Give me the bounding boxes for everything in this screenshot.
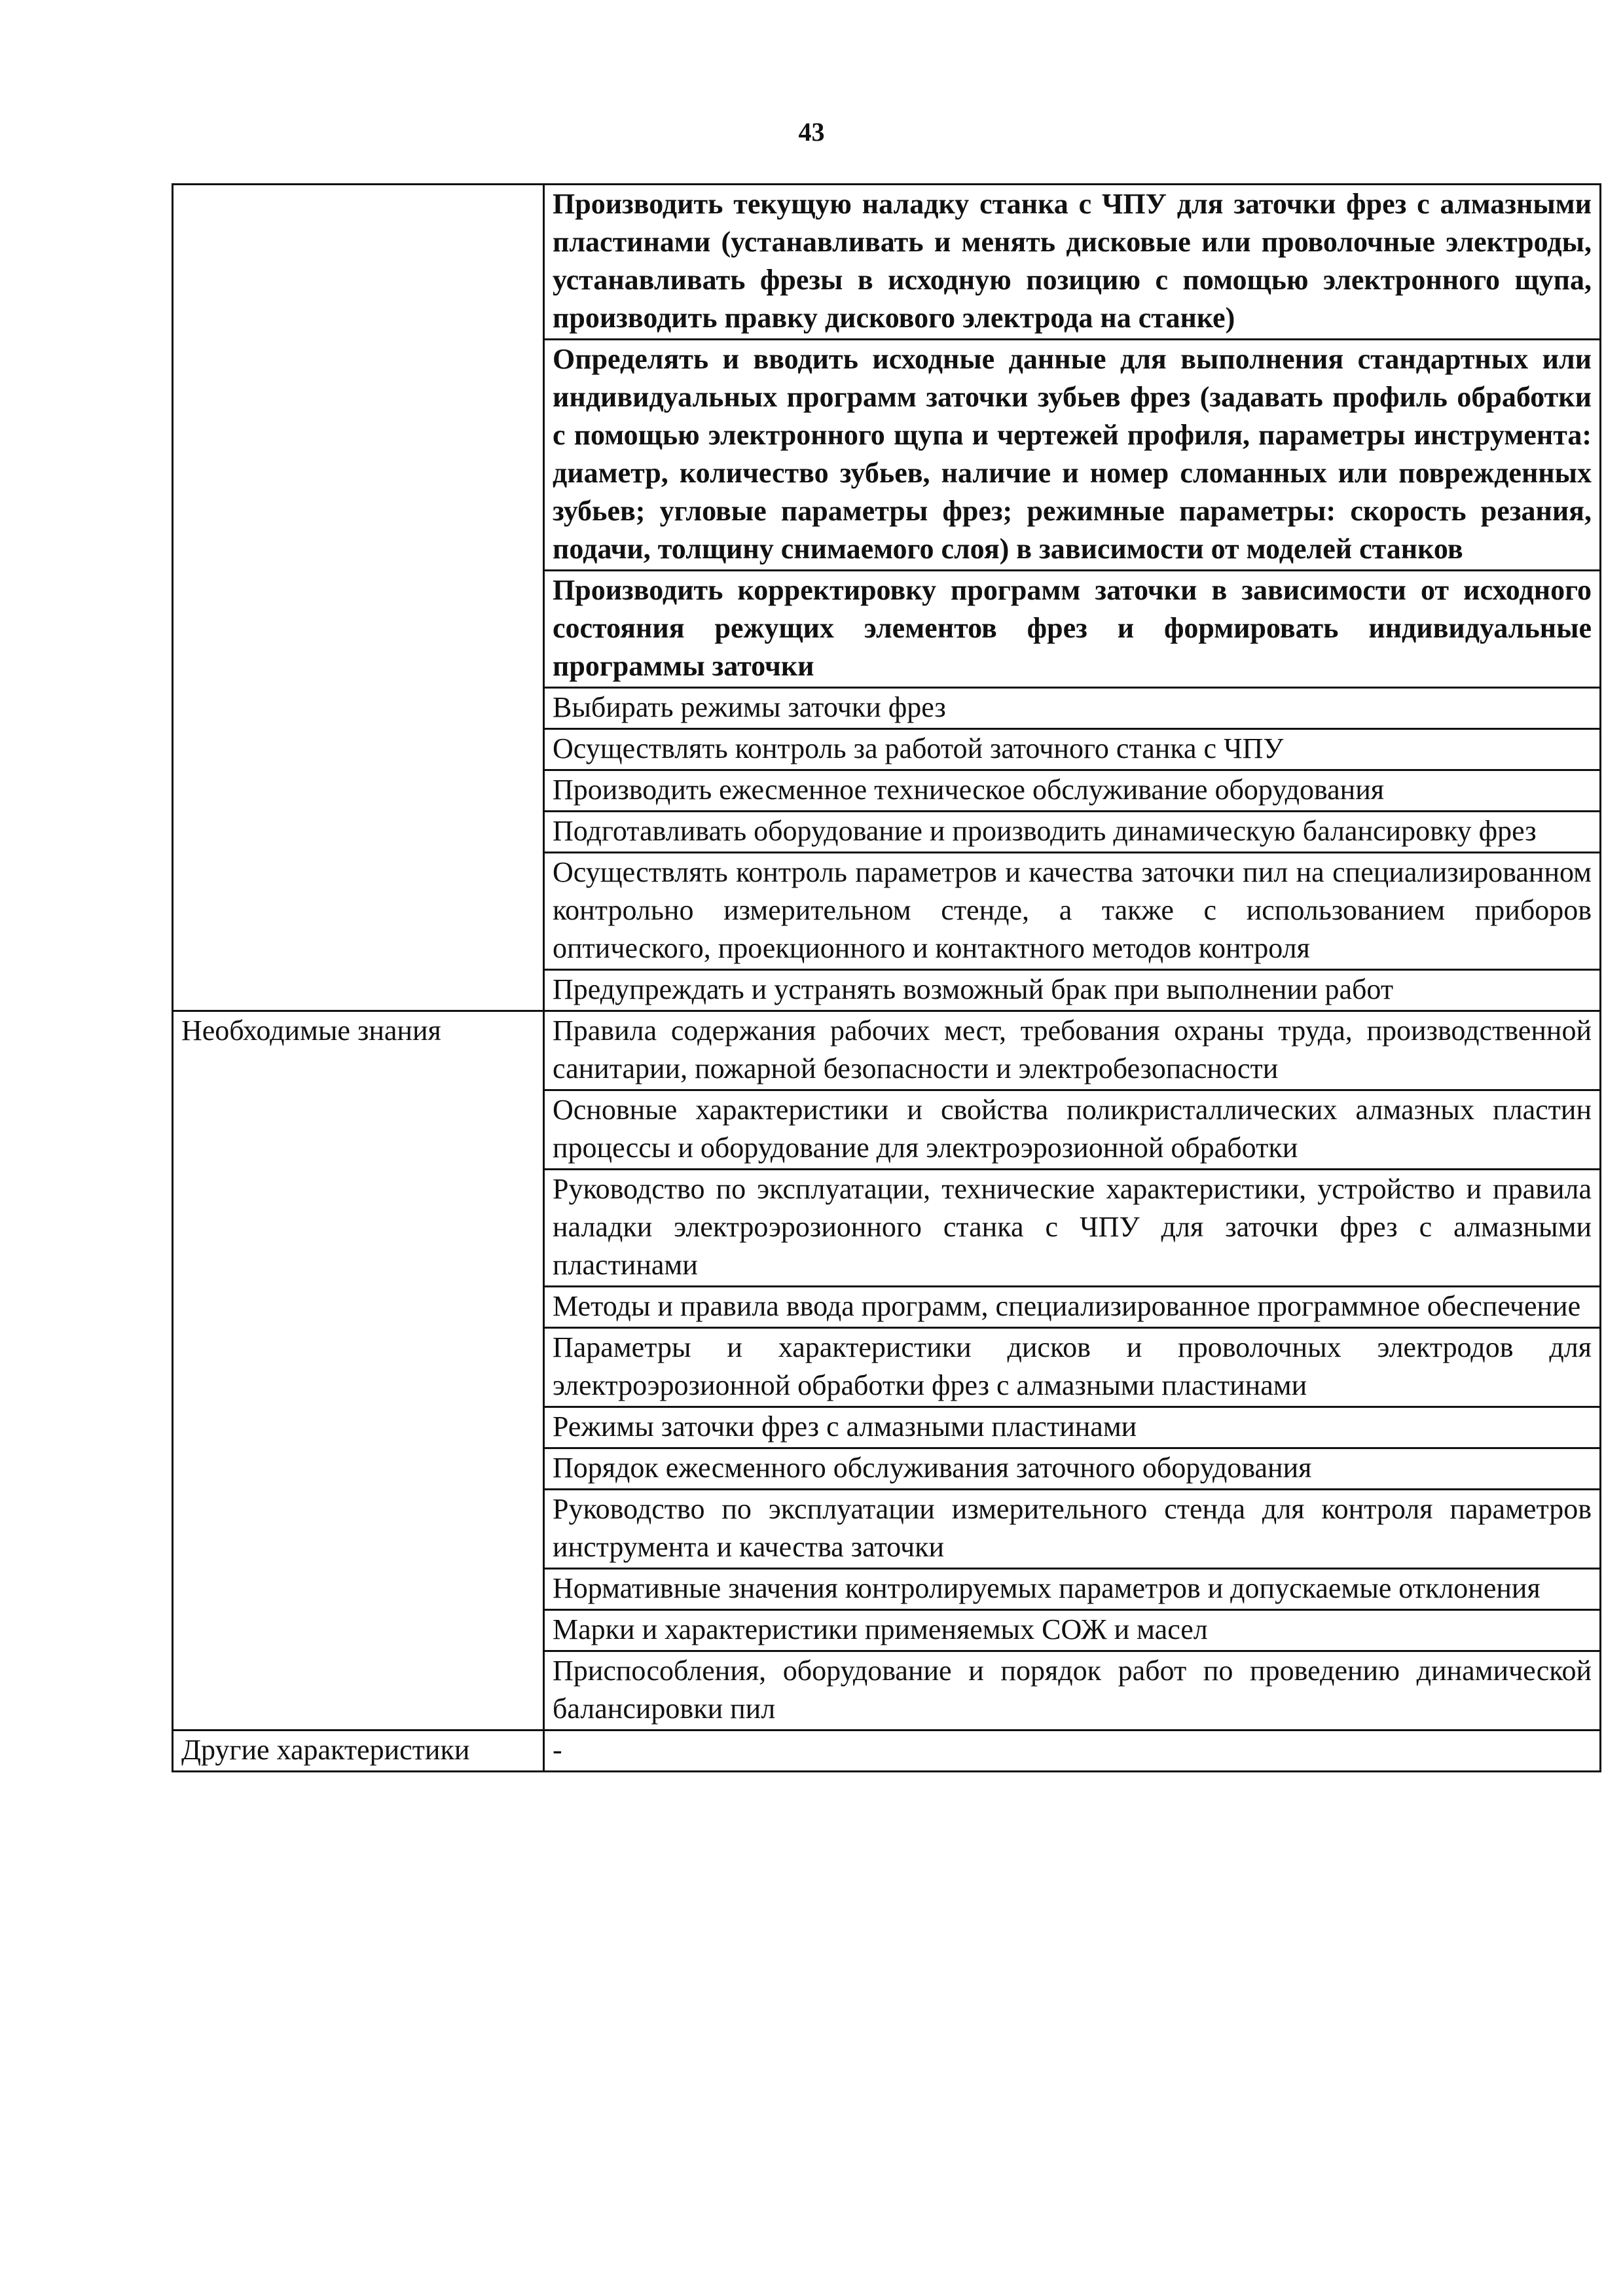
- requirement-item: Марки и характеристики применяемых СОЖ и масел: [544, 1610, 1601, 1651]
- requirements-table: [172, 183, 1601, 1772]
- requirement-item: Осуществлять контроль за работой заточного станка с ЧПУ: [544, 729, 1601, 770]
- page-number: 43: [798, 117, 825, 147]
- requirement-item: Производить ежесменное техническое обслуживание оборудования: [544, 770, 1601, 812]
- requirement-item: Нормативные значения контролируемых параметров и допускаемые отклонения: [544, 1569, 1601, 1610]
- requirement-item: Определять и вводить исходные данные для выполнения стандартных или индивидуальных программ заточки зубьев фрез (задавать профиль обработки с помощью электронного щупа и чертежей профиля, параметры инструмента: диаметр, количество зубьев, наличие и номер сломанных или поврежденных зубьев; угловые параметры фрез; режимные параметры: скорость резания, подачи, толщину снимаемого слоя) в зависимости от моделей станков: [544, 340, 1601, 571]
- requirement-item: Осуществлять контроль параметров и качества заточки пил на специализированном контрольно измерительном стенде, а также с использованием приборов оптического, проекционного и контактного методов контроля: [544, 853, 1601, 970]
- requirement-item: Выбирать режимы заточки фрез: [544, 688, 1601, 729]
- requirement-item: Руководство по эксплуатации, технические характеристики, устройство и правила наладки электроэрозионного станка с ЧПУ для заточки фрез с алмазными пластинами: [544, 1170, 1601, 1287]
- requirement-item: Методы и правила ввода программ, специализированное программное обеспечение: [544, 1287, 1601, 1328]
- section-label: [173, 185, 544, 1011]
- requirement-item: Параметры и характеристики дисков и проволочных электродов для электроэрозионной обработки фрез с алмазными пластинами: [544, 1328, 1601, 1407]
- section-label: Другие характеристики: [173, 1731, 544, 1772]
- requirement-item: Основные характеристики и свойства поликристаллических алмазных пластин процессы и оборудование для электроэрозионной обработки: [544, 1090, 1601, 1170]
- requirement-item: Режимы заточки фрез с алмазными пластинами: [544, 1407, 1601, 1448]
- requirement-item: Руководство по эксплуатации измерительного стенда для контроля параметров инструмента и качества заточки: [544, 1490, 1601, 1569]
- requirement-item: Подготавливать оборудование и производить динамическую балансировку фрез: [544, 812, 1601, 853]
- requirement-item: -: [544, 1731, 1601, 1772]
- section-label: Необходимые знания: [173, 1011, 544, 1731]
- requirement-item: Порядок ежесменного обслуживания заточного оборудования: [544, 1448, 1601, 1490]
- requirement-item: Производить корректировку программ заточки в зависимости от исходного состояния режущих элементов фрез и формировать индивидуальные программы заточки: [544, 571, 1601, 688]
- table-row: [173, 185, 1601, 340]
- table-row: [173, 1731, 1601, 1772]
- requirements-table-body: [173, 185, 1601, 1772]
- requirement-item: Правила содержания рабочих мест, требования охраны труда, производственной санитарии, пожарной безопасности и электробезопасности: [544, 1011, 1601, 1090]
- requirement-item: Производить текущую наладку станка с ЧПУ для заточки фрез с алмазными пластинами (устанавливать и менять дисковые или проволочные электроды, устанавливать фрезы в исходную позицию с помощью электронного щупа, производить правку дискового электрода на станке): [544, 185, 1601, 340]
- table-row: [173, 1011, 1601, 1090]
- requirement-item: Приспособления, оборудование и порядок работ по проведению динамической балансировки пил: [544, 1651, 1601, 1731]
- requirement-item: Предупреждать и устранять возможный брак при выполнении работ: [544, 970, 1601, 1011]
